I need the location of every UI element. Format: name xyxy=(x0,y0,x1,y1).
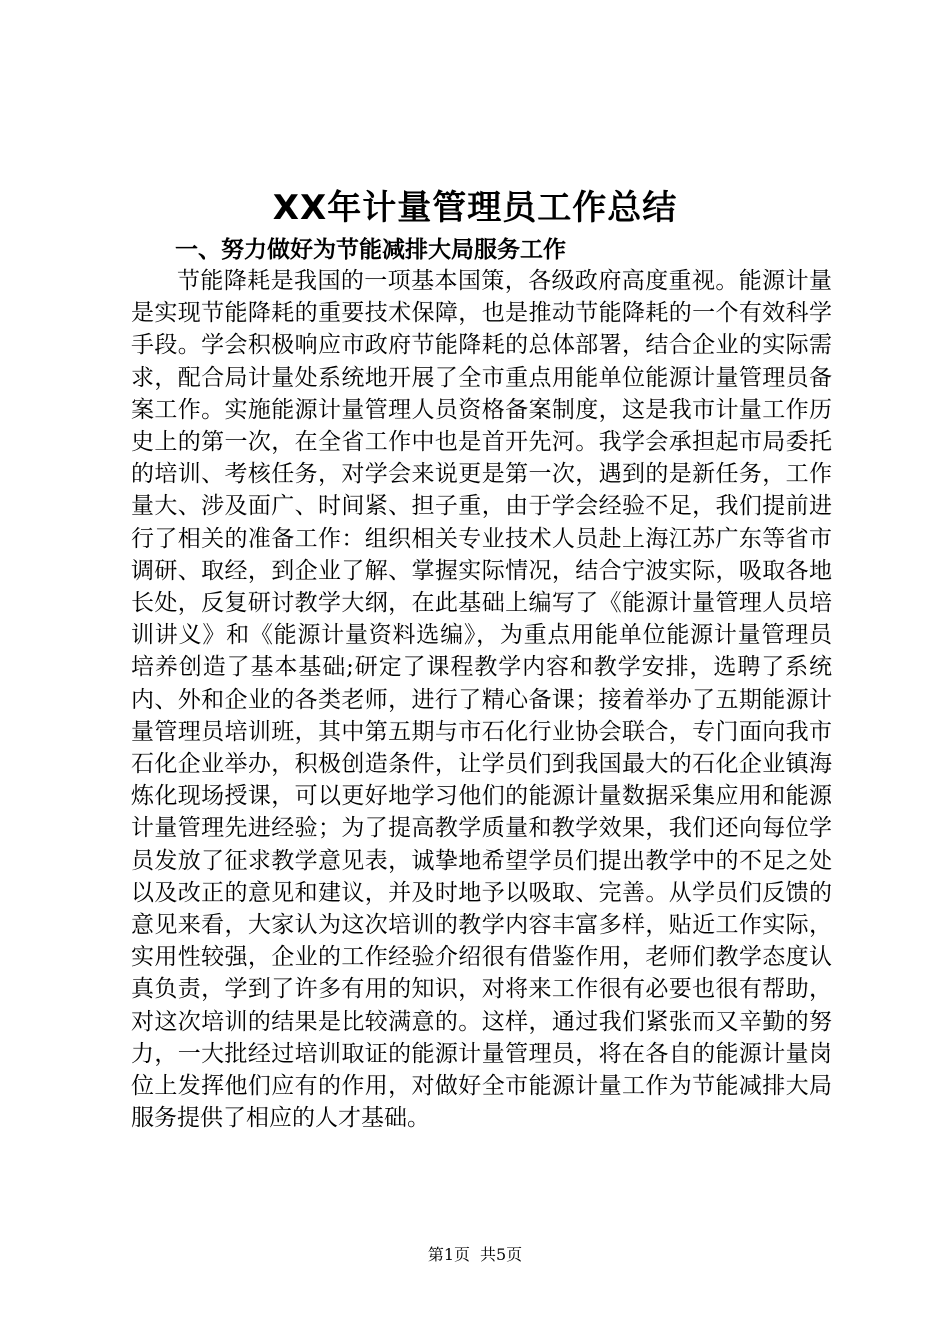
body-paragraph: 节能降耗是我国的一项基本国策，各级政府高度重视。能源计量是实现节能降耗的重要技术保障，也是推动节能降耗的一个有效科学手段。学会积极响应市政府节能降耗的总体部署，结合企业的实际需求，配合局计量处系统地开展了全市重点用能单位能源计量管理员备案工作。实施能源计量管理人员资格备案制度，这是我市计量工作历史上的第一次，在全省工作中也是首开先河。我学会承担起市局委托的培训、考核任务，对学会来说更是第一次，遇到的是新任务，工作量大、涉及面广、时间紧、担子重，由于学会经验不足，我们提前进行了相关的准备工作：组织相关专业技术人员赴上海江苏广东等省市调研、取经，到企业了解、掌握实际情况，结合宁波实际，吸取各地长处，反复研讨教学大纲，在此基础上编写了《能源计量管理人员培训讲义》和《能源计量资料选编》，为重点用能单位能源计量管理员培养创造了基本基础;研定了课程教学内容和教学安排，选聘了系统内、外和企业的各类老师，进行了精心备课；接着举办了五期能源计量管理员培训班，其中第五期与市石化行业协会联合，专门面向我市石化企业举办，积极创造条件，让学员们到我国最大的石化企业镇海炼化现场授课，可以更好地学习他们的能源计量数据采集应用和能源计量管理先进经验；为了提高教学质量和教学效果，我们还向每位学员发放了征求教学意见表，诚挚地希望学员们提出教学中的不足之处以及改正的意见和建议，并及时地予以吸取、完善。从学员们反馈的意见来看，大家认为这次培训的教学内容丰富多样，贴近工作实际，实用性较强，企业的工作经验介绍很有借鉴作用，老师们教学态度认真负责，学到了许多有用的知识，对将来工作很有必要也很有帮助，对这次培训的结果是比较满意的。这样，通过我们紧张而又辛勤的努力，一大批经过培训取证的能源计量管理员，将在各自的能源计量岗位上发挥他们应有的作用，对做好全市能源计量工作为节能减排大局服务提供了相应的人才基础。 xyxy=(131,268,832,1132)
page-footer xyxy=(0,1244,950,1266)
section-heading: 一、努力做好为节能减排大局服务工作 xyxy=(175,237,566,263)
document-title: XX年计量管理员工作总结 xyxy=(272,188,678,228)
page-number-total: 共5页 xyxy=(480,1245,523,1264)
page-number-current: 第1页 xyxy=(427,1245,470,1264)
